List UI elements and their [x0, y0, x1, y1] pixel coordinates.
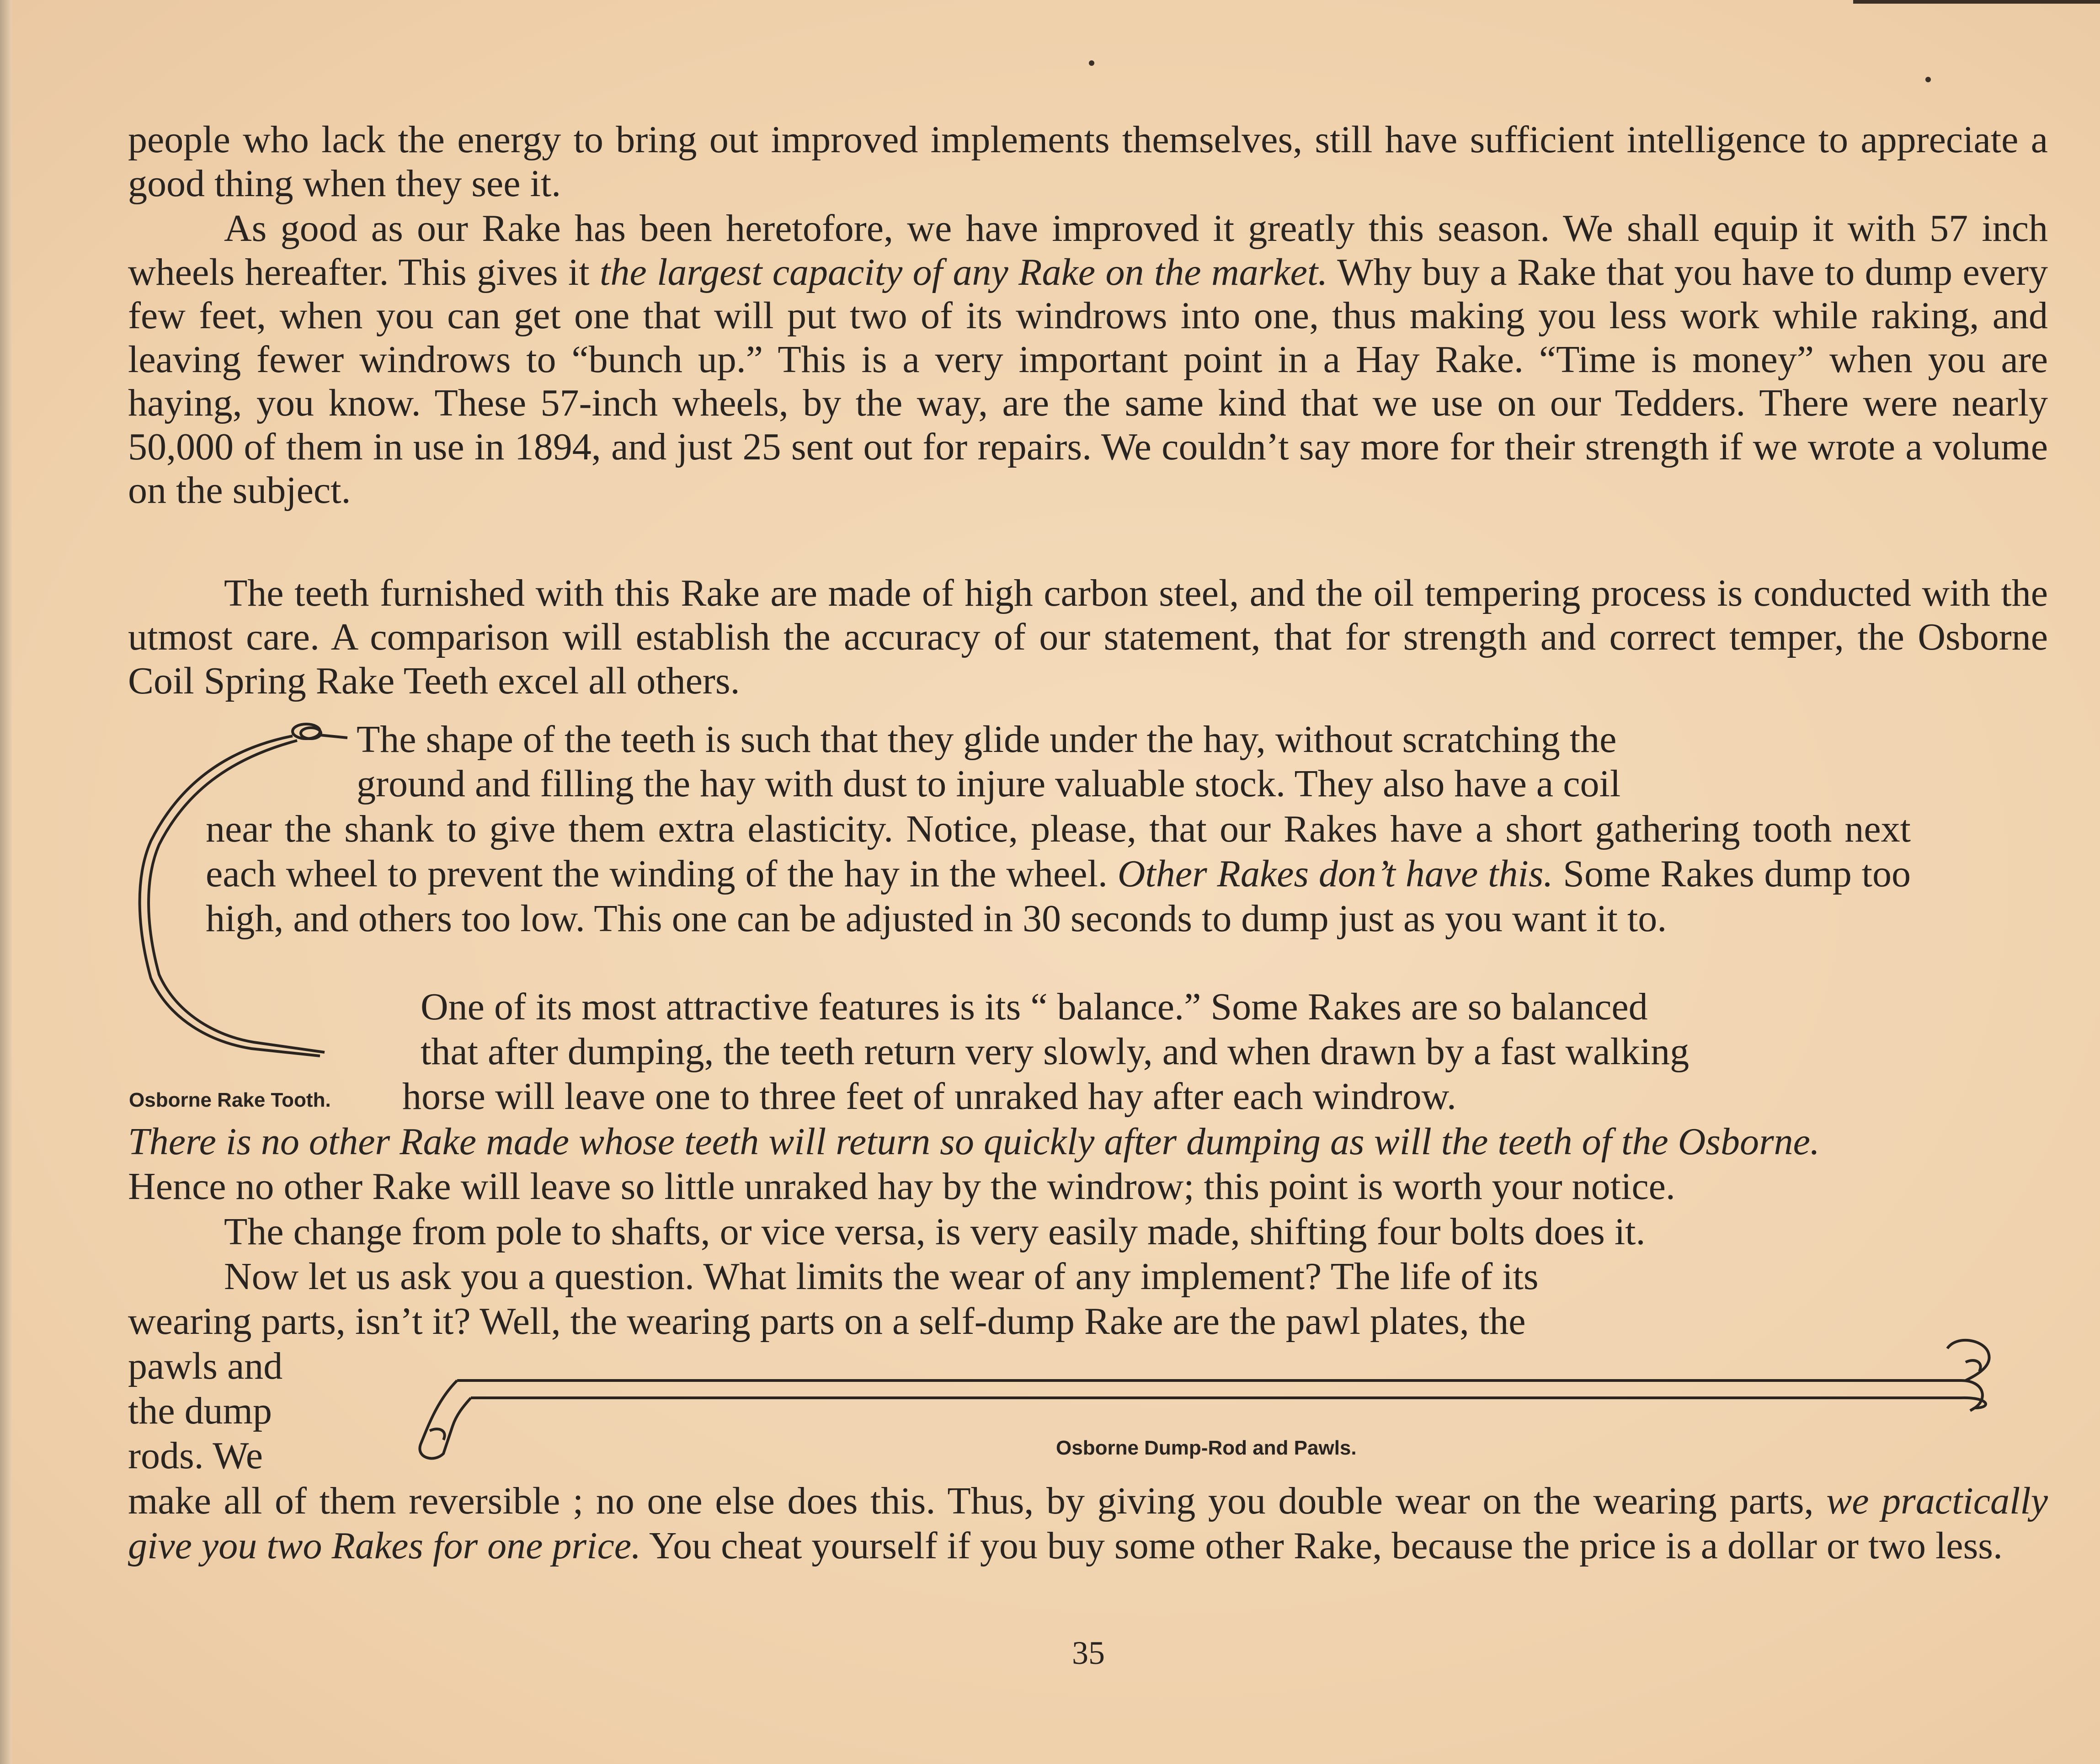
paragraph-question-italic: we practically give you two Rakes for one price. — [128, 1480, 2048, 1567]
paragraph-shape-rest — [206, 807, 1911, 941]
paragraph-question-short2: the dump — [128, 1390, 272, 1432]
paragraph-balance-italic: There is no other Rake made whose teeth will return so quickly after dumping as will the teeth of the Osborne. — [128, 1120, 1820, 1163]
paragraph-shape-text-a: near the shank to give them extra elasticity. Notice, please, that our Rakes have a short gathering tooth next each wheel to prevent the winding of the hay in the wheel. — [206, 808, 1911, 895]
paragraph-shape-line1: The shape of the teeth is such that they glide under the hay, without scratching the — [357, 718, 1617, 761]
paragraph-question-rest — [128, 1479, 2048, 1568]
paragraph-wheels — [128, 207, 2048, 512]
paragraph-question-text-a: make all of them reversible ; no one else does this. Thus, by giving you double wear on the wearing parts, — [128, 1480, 1827, 1522]
paragraph-teeth-text: The teeth furnished with this Rake are made of high carbon steel, and the oil tempering process is conducted with the utmost care. A comparison will establish the accuracy of our statement, that for strength and correct temper, the Osborne Coil Spring Rake Teeth excel all others. — [128, 572, 2048, 702]
page-top-edge — [1853, 0, 2100, 4]
paragraph-intro — [128, 118, 2048, 206]
paragraph-question-line1: Now let us ask you a question. What limits the wear of any implement? The life of its — [224, 1255, 1539, 1298]
paragraph-balance-line3: horse will leave one to three feet of unraked hay after each windrow. — [402, 1075, 1456, 1118]
paragraph-shafts-text: The change from pole to shafts, or vice versa, is very easily made, shifting four bolts does it. — [224, 1210, 1646, 1253]
paragraph-shape-italic: Other Rakes don’t have this. — [1117, 853, 1553, 895]
page-number: 35 — [1072, 1635, 1105, 1671]
paragraph-shape-line2: ground and filling the hay with dust to injure valuable stock. They also have a coil — [357, 762, 1621, 805]
paragraph-question-line2: wearing parts, isn’t it? Well, the wearing parts on a self-dump Rake are the pawl plates, the — [128, 1300, 1526, 1343]
ink-speck — [1089, 60, 1094, 66]
paragraph-wheels-text-b: Why buy a Rake that you have to dump every few feet, when you can get one that will put two of its windrows into one, thus making you less work while raking, and leaving fewer windrows to “bunch up.” This is a very important point in a Hay Rake. “Time is money” when you are haying, you know. These 57-inch wheels, by the way, are the same kind that we use on our Tedders. There were nearly 50,000 of them in use in 1894, and just 25 sent out for repairs. We couldn’t say more for their strength if we wrote a volume on the subject. — [128, 250, 2048, 512]
paragraph-question-short3: rods. We — [128, 1434, 263, 1477]
caption-rake-tooth: Osborne Rake Tooth. — [129, 1089, 331, 1111]
paragraph-intro-text: people who lack the energy to bring out improved implements themselves, still have sufficient intelligence to appreciate a good thing when they see it. — [128, 118, 2048, 205]
paragraph-question-text-b: You cheat yourself if you buy some other Rake, because the price is a dollar or two less. — [641, 1524, 2003, 1567]
paragraph-balance-line2: that after dumping, the teeth return very slowly, and when drawn by a fast walking — [421, 1030, 1690, 1073]
paragraph-question-short1: pawls and — [128, 1345, 283, 1387]
paragraph-teeth — [128, 571, 2048, 703]
page-binding-edge — [0, 0, 12, 1764]
paragraph-shafts — [128, 1210, 2048, 1254]
paragraph-balance-rest — [128, 1119, 2048, 1209]
paragraph-wheels-text-a: As good as our Rake has been heretofore, we have improved it greatly this season. We shall equip it with 57 inch wheels hereafter. This gives it — [128, 207, 2048, 293]
paragraph-shape-text-b: Some Rakes dump too high, and others too low. This one can be adjusted in 30 seconds to dump just as you want it to. — [206, 853, 1911, 940]
caption-dump-rod: Osborne Dump-Rod and Pawls. — [1056, 1437, 1357, 1459]
paragraph-wheels-italic: the largest capacity of any Rake on the market. — [600, 250, 1328, 293]
ink-speck — [1925, 77, 1931, 82]
paragraph-balance-end: Hence no other Rake will leave so little unraked hay by the windrow; this point is worth your notice. — [128, 1165, 1675, 1208]
paragraph-balance-line1: One of its most attractive features is its “ balance.” Some Rakes are so balanced — [421, 986, 1648, 1028]
